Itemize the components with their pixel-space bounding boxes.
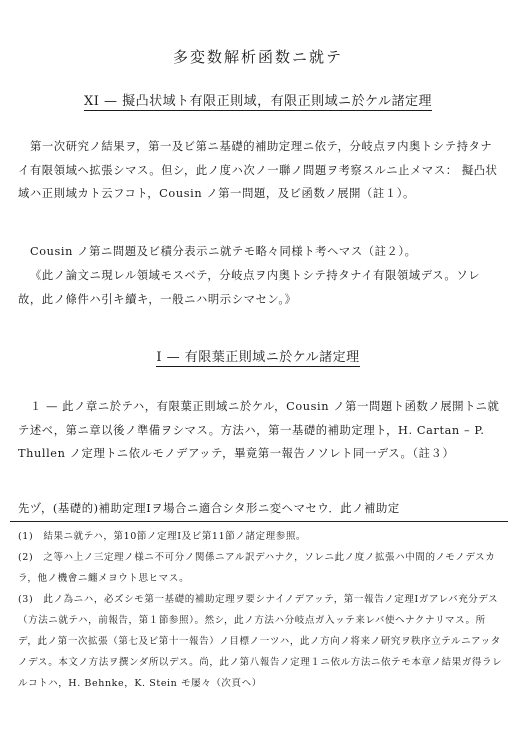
footnote-2: (2) 之等ハ上ノ三定理ノ様ニ不可分ノ関係ニアル訳デハナク，ソレニ此ノ度ノ拡張ハ中間的ノモノデスカラ，他ノ機會ニ纏メヨウト思ヒマス。	[18, 552, 496, 584]
subsection-heading	[0, 346, 516, 365]
footnote-1: (1) 結果ニ就テハ，第10節ノ定理Ⅰ及ビ第11節ノ諸定理参照。	[18, 531, 307, 542]
intro-paragraph-1: 第一次研究ノ結果ヲ，第一及ビ第ニ基礎的補助定理ニ依テ，分岐点ヲ内奥トシテ持タナイ有限領域ヘ拡張シマス。但シ，此ノ度ハ次ノ一聯ノ問題ヲ考察スルニ止メマス： 擬凸状域ハ正則域カト云フコト，Cousin ノ第一問題，及ビ函数ノ展開（註１）。	[18, 140, 498, 200]
subsection-heading-text: I — 有限葉正則域ニ於ケル諸定理	[156, 350, 360, 365]
footnote-separator	[10, 521, 508, 522]
intro-paragraph-3: 《此ノ論文ニ現レル領域モスベテ，分岐点ヲ内奥トシテ持タナイ有限領域デス。ソレ故，此ノ條件ハ引キ續キ，一般ニハ明示シマセン。》	[18, 269, 481, 306]
document-title: 多変数解析函数ニ就テ	[172, 48, 343, 66]
footnote-3: (3) 此ノ為ニハ，必ズシモ第一基礎的補助定理ヲ要シナイノデアッテ，第一報告ノ定理Ⅰガアレバ充分デス（方法ニ就テハ，前報告，第１節参照）。然シ，此ノ方法ハ分岐点ガ入ッテ来レバ使ヘナクナリマス。所デ，此ノ第一次拡張（第七及ビ第十一報告）ノ目標ノ一ツハ，此ノ方向ノ将来ノ研究ヲ秩序立テルニアッタノデス。本文ノ方法ヲ撰ンダ所以デス。尚，此ノ第八報告ノ定理１ニ依ル方法ニ依テモ本章ノ結果ガ得ラレルコトハ，H. Behnke，K. Stein モ屡々（次頁ヘ）	[18, 594, 503, 689]
section-heading	[0, 90, 516, 109]
section-heading-text: XI — 擬凸状域ト有限正則域，有限正則域ニ於ケル諸定理	[83, 94, 432, 109]
body-last-line: 先ヅ，(基礎的)補助定理Ⅰヲ場合ニ適合シタ形ニ変ヘマセウ．此ノ補助定	[18, 502, 400, 515]
body-paragraph: １ — 此ノ章ニ於テハ，有限葉正則域ニ於ケル，Cousin ノ第一問題ト函数ノ展開トニ就テ述ベ，第ニ章以後ノ準備ヲシマス。方法ハ，第一基礎的補助定理ト，H. Cartan – P. Thullen ノ定理トニ依ルモノデアッテ，畢竟第一報告ノソレト同一デス。（註３）	[18, 400, 500, 460]
intro-paragraph-2: Cousin ノ第ニ問題及ビ積分表示ニ就テモ略々同様ト考ヘマス（註２）。	[30, 245, 417, 258]
